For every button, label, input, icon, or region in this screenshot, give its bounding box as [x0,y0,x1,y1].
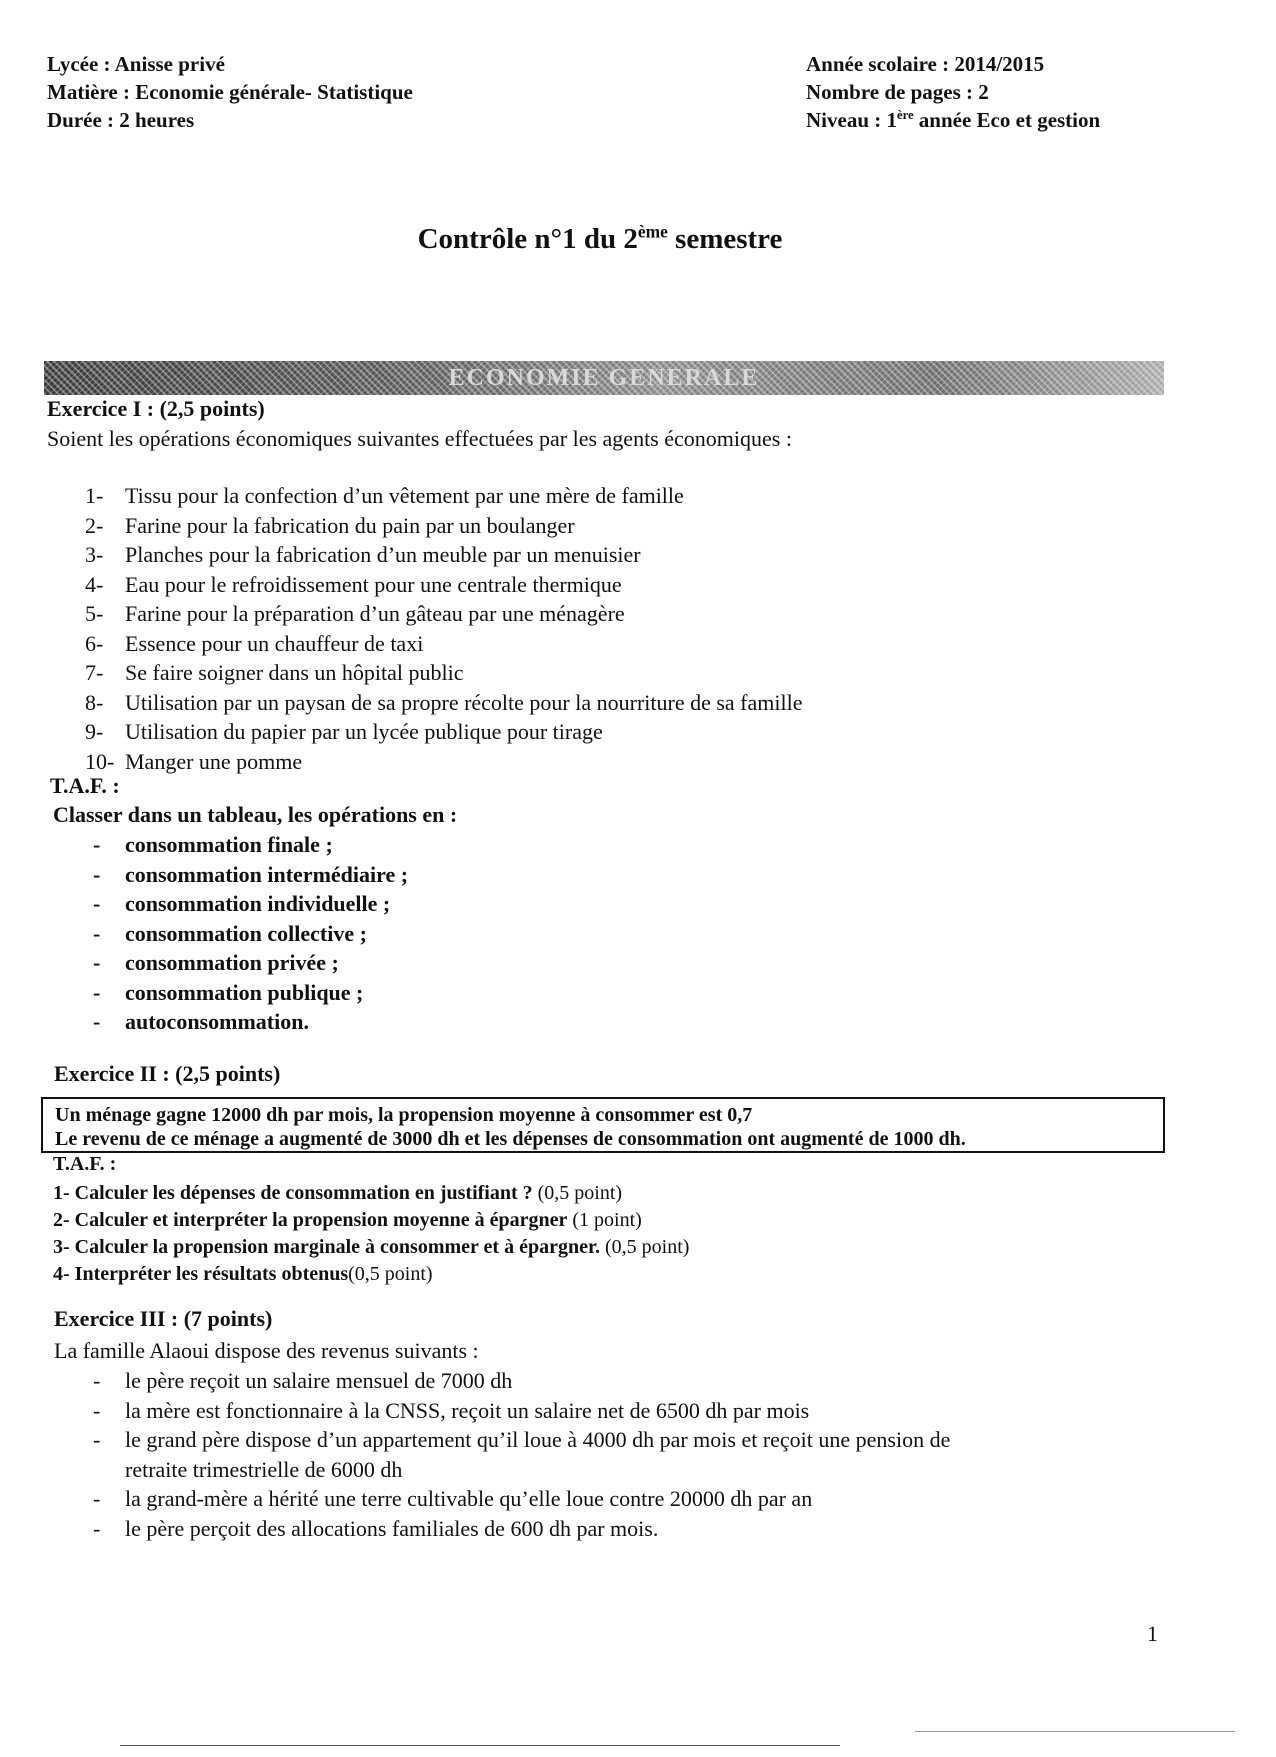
exercise-1-taf: T.A.F. : [50,773,120,798]
exercise-2-questions [53,1180,689,1288]
operation-number: 6- [85,630,104,656]
question-item [53,1207,689,1234]
category-item: - consommation intermédiaire ; [93,861,409,887]
exercise-3-intro: La famille Alaoui dispose des revenus suivants : [54,1338,479,1363]
school-name: Lycée : Anisse privé [47,52,225,76]
operation-text: Eau pour le refroidissement pour une centrale thermique [125,571,622,597]
operation-item [85,629,803,659]
exercise-1-instruction: Classer dans un tableau, les opérations en : [53,802,458,827]
category-text: consommation publique ; [125,979,364,1005]
revenue-item: - la grand-mère a hérité une terre cultivable qu’elle loue contre 20000 dh par an [93,1486,813,1511]
revenue-text: le père perçoit des allocations familiales de 600 dh par mois. [125,1515,659,1541]
bottom-rule [120,1745,840,1746]
section-band: ECONOMIE GENERALE [44,361,1164,395]
operation-number: 2- [85,512,104,538]
category-text: consommation individuelle ; [125,891,391,916]
operation-item [85,717,803,747]
category-item: - autoconsommation. [93,1009,309,1034]
category-item: - consommation finale ; [93,832,333,857]
categories-list [93,830,408,1037]
revenue-text: la grand-mère a hérité une terre cultivable qu’elle loue contre 20000 dh par an [125,1486,813,1511]
category-text: consommation collective ; [125,920,367,946]
operation-item [85,658,803,688]
operation-text: Farine pour la fabrication du pain par un boulanger [125,512,575,538]
revenue-text: retraite trimestrielle de 6000 dh [125,1456,403,1482]
question-points: (0,5 point) [600,1236,690,1258]
revenue-item: - la mère est fonctionnaire à la CNSS, reçoit un salaire net de 6500 dh par mois [93,1397,810,1423]
revenue-item: - le père reçoit un salaire mensuel de 7000 dh [93,1368,513,1393]
revenue-text: le grand père dispose d’un appartement qu’il loue à 4000 dh par mois et reçoit une pension de [125,1427,951,1452]
revenue-text: le père reçoit un salaire mensuel de 7000 dh [125,1368,513,1393]
category-item: - consommation collective ; [93,920,367,946]
duration: Durée : 2 heures [47,108,195,132]
question-item [53,1261,689,1288]
operation-text: Utilisation du papier par un lycée publique pour tirage [125,719,603,744]
statement-line: Un ménage gagne 12000 dh par mois, la propension moyenne à consommer est 0,7 [55,1104,753,1126]
operation-number: 5- [85,601,104,626]
operation-number: 8- [85,689,104,715]
operation-number: 4- [85,571,104,597]
exercise-1-intro: Soient les opérations économiques suivantes effectuées par les agents économiques : [47,426,792,451]
operation-text: Utilisation par un paysan de sa propre récolte pour la nourriture de sa famille [125,689,803,715]
category-item: - consommation publique ; [93,979,364,1005]
bottom-rule [915,1731,1235,1732]
operation-text: Farine pour la préparation d’un gâteau par une ménagère [125,601,625,626]
revenue-item [93,1455,950,1485]
operation-item [85,688,803,718]
question-text: 1- Calculer les dépenses de consommation en justifiant ? [53,1182,533,1204]
category-item: - consommation individuelle ; [93,891,391,916]
page-title: Contrôle n°1 du 2ème semestre [417,221,783,255]
header-left [47,50,413,134]
question-points: (0,5 point) [348,1263,433,1285]
operation-number: 10- [85,748,115,774]
operation-item [85,540,803,570]
operation-number: 9- [85,719,104,744]
exercise-3-title: Exercice III : (7 points) [54,1306,273,1331]
page-count: Nombre de pages : 2 [806,80,989,104]
exercise-1-title: Exercice I : (2,5 points) [47,396,265,421]
category-item: - consommation privée ; [93,950,339,975]
question-text: 2- Calculer et interpréter la propension moyenne à épargner [53,1209,568,1231]
operation-item [85,570,803,600]
operations-list [85,481,803,776]
exercise-2-statement-box [41,1097,1165,1153]
category-text: autoconsommation. [125,1009,309,1034]
category-text: consommation finale ; [125,832,333,857]
question-points: (1 point) [567,1209,642,1231]
operation-item [85,481,803,511]
operation-item [85,747,803,777]
operation-text: Essence pour un chauffeur de taxi [125,630,424,656]
level: Niveau : 1ère année Eco et gestion [806,108,1101,132]
operation-text: Tissu pour la confection d’un vêtement par une mère de famille [125,483,684,508]
school-year: Année scolaire : 2014/2015 [806,52,1045,76]
question-points: (0,5 point) [532,1182,623,1204]
revenue-text: la mère est fonctionnaire à la CNSS, reçoit un salaire net de 6500 dh par mois [125,1397,810,1423]
operation-number: 7- [85,660,104,685]
question-item [53,1180,689,1207]
revenue-item: - le père perçoit des allocations familiales de 600 dh par mois. [93,1515,659,1541]
category-text: consommation privée ; [125,950,339,975]
category-text: consommation intermédiaire ; [125,861,409,887]
question-text: 4- Interpréter les résultats obtenus [53,1263,349,1285]
header-right [806,50,1100,134]
question-text: 3- Calculer la propension marginale à consommer et à épargner. [53,1236,600,1258]
revenues-list [93,1366,950,1543]
revenue-item: - le grand père dispose d’un appartement qu’il loue à 4000 dh par mois et reçoit une pension de [93,1427,951,1452]
operation-text: Planches pour la fabrication d’un meuble par un menuisier [125,542,641,567]
operation-number: 1- [85,483,104,508]
statement-line: Le revenu de ce ménage a augmenté de 3000 dh et les dépenses de consommation ont augmenté de 1000 dh. [55,1128,966,1150]
exercise-2-taf: T.A.F. : [53,1153,117,1175]
operation-item [85,599,803,629]
operation-text: Manger une pomme [125,748,303,774]
operation-text: Se faire soigner dans un hôpital public [125,660,464,685]
subject: Matière : Economie générale- Statistique [47,80,413,104]
page-number: 1 [1147,1621,1158,1646]
exercise-2-title: Exercice II : (2,5 points) [54,1061,281,1086]
question-item [53,1234,689,1261]
operation-item [85,511,803,541]
operation-number: 3- [85,542,104,567]
